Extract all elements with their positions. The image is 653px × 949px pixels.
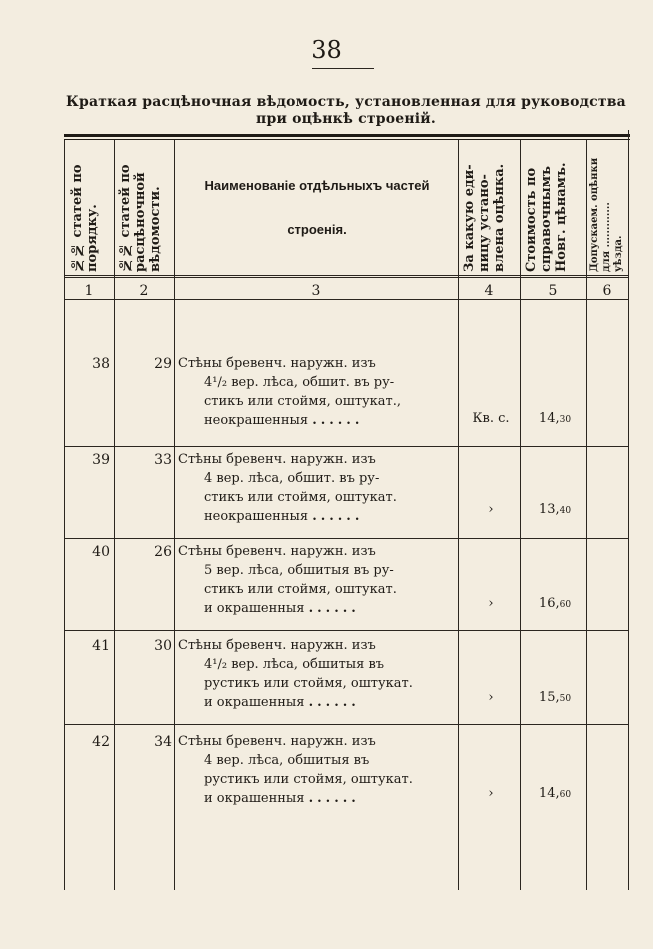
unit-cell: Кв. с. bbox=[472, 411, 510, 426]
row-description-line: 5 вер. лѣса, обшитыя въ ру- bbox=[204, 563, 394, 578]
row-description-line: и окрашенныя bbox=[204, 695, 305, 710]
row-reference: 30 bbox=[154, 638, 172, 654]
row-reference: 29 bbox=[154, 356, 172, 372]
price-fraction: 40 bbox=[559, 506, 572, 516]
col-header-1: №№ статей по порядку. bbox=[70, 164, 100, 272]
column-divider-3 bbox=[458, 140, 459, 890]
table-top-rule bbox=[64, 134, 630, 137]
row-description-line: стикъ или стоймя, оштукат. bbox=[204, 582, 397, 597]
row-description-line: Стѣны бревенч. наружн. изъ bbox=[178, 734, 376, 749]
row-number: 39 bbox=[92, 452, 110, 468]
row-description-line: 4 вер. лѣса, обшит. въ ру- bbox=[204, 471, 380, 486]
page-number: 38 bbox=[311, 36, 342, 64]
leader-dots: ...... bbox=[308, 601, 360, 616]
column-divider-1 bbox=[114, 140, 115, 890]
unit-cell: › bbox=[488, 690, 494, 705]
leader-dots: ...... bbox=[312, 413, 364, 428]
table-right-border bbox=[628, 130, 629, 890]
row-description-line: неокрашенныя bbox=[204, 413, 309, 428]
title-line-2: при оцѣнкѣ строеній. bbox=[256, 111, 436, 127]
row-description-line: 4¹/₂ вер. лѣса, обшит. въ ру- bbox=[204, 375, 395, 390]
row-description bbox=[178, 354, 458, 430]
unit-cell: › bbox=[488, 596, 494, 611]
price-main: 14, bbox=[538, 786, 560, 801]
price-cell bbox=[524, 596, 586, 611]
row-description-line: Стѣны бревенч. наружн. изъ bbox=[178, 452, 376, 467]
price-cell bbox=[524, 690, 586, 705]
row-description-line: Стѣны бревенч. наружн. изъ bbox=[178, 544, 376, 559]
row-reference: 33 bbox=[154, 452, 172, 468]
col-header-3-line1: Наименованіе отдѣльныхъ частей bbox=[204, 178, 430, 193]
row-description-line: рустикъ или стоймя, оштукат. bbox=[204, 676, 413, 691]
leader-dots: ...... bbox=[308, 695, 360, 710]
table-left-border bbox=[64, 140, 65, 890]
title-line-1: Краткая расцѣночная вѣдомость, установленная для руководства bbox=[66, 94, 626, 110]
unit-cell: › bbox=[488, 502, 494, 517]
price-fraction: 30 bbox=[559, 415, 572, 425]
row-description-line: 4 вер. лѣса, обшитыя въ bbox=[204, 753, 370, 768]
row-number: 41 bbox=[92, 638, 110, 654]
row-number: 42 bbox=[92, 734, 110, 750]
row-description bbox=[178, 732, 458, 808]
row-number: 38 bbox=[92, 356, 110, 372]
col-header-3-line2: строенія. bbox=[287, 222, 347, 237]
col-header-5: Стоимость по справочнымъ Новг. цѣнамъ. bbox=[524, 162, 569, 272]
price-main: 13, bbox=[538, 502, 560, 517]
leader-dots: ...... bbox=[312, 509, 364, 524]
document-title bbox=[56, 94, 636, 128]
price-fraction: 50 bbox=[559, 694, 572, 704]
row-description-line: Стѣны бревенч. наружн. изъ bbox=[178, 638, 376, 653]
row-reference: 26 bbox=[154, 544, 172, 560]
row-description-line: стикъ или стоймя, оштукат., bbox=[204, 394, 402, 409]
leader-dots: ...... bbox=[308, 791, 360, 806]
row-separator bbox=[64, 630, 628, 631]
price-cell bbox=[524, 411, 586, 426]
column-divider-2 bbox=[174, 140, 175, 890]
row-number: 40 bbox=[92, 544, 110, 560]
row-description-line: Стѣны бревенч. наружн. изъ bbox=[178, 356, 376, 371]
price-main: 16, bbox=[538, 596, 560, 611]
column-number-4: 4 bbox=[484, 283, 494, 299]
table-top-rule-thin bbox=[64, 139, 630, 140]
row-separator bbox=[64, 538, 628, 539]
price-main: 15, bbox=[538, 690, 560, 705]
row-description-line: 4¹/₂ вер. лѣса, обшитыя въ bbox=[204, 657, 385, 672]
row-description-line: и окрашенныя bbox=[204, 601, 305, 616]
column-number-2: 2 bbox=[139, 283, 149, 299]
price-cell bbox=[524, 502, 586, 517]
price-fraction: 60 bbox=[559, 600, 572, 610]
row-description bbox=[178, 542, 458, 618]
column-number-5: 5 bbox=[548, 283, 558, 299]
page-number-rule bbox=[312, 68, 374, 69]
column-divider-5 bbox=[586, 140, 587, 890]
column-number-6: 6 bbox=[602, 283, 612, 299]
row-description-line: и окрашенныя bbox=[204, 791, 305, 806]
row-reference: 34 bbox=[154, 734, 172, 750]
column-number-3: 3 bbox=[311, 283, 321, 299]
col-header-4: За какую еди- ницу устано- влена оцѣнка. bbox=[462, 163, 507, 272]
row-description-line: стикъ или стоймя, оштукат. bbox=[204, 490, 397, 505]
col-header-2: №№ статей по расцѣночной вѣдомости. bbox=[118, 164, 163, 272]
row-description bbox=[178, 636, 458, 712]
row-description-line: рустикъ или стоймя, оштукат. bbox=[204, 772, 413, 787]
price-fraction: 60 bbox=[559, 790, 572, 800]
row-separator bbox=[64, 446, 628, 447]
price-cell bbox=[524, 786, 586, 801]
header-separator bbox=[64, 275, 628, 278]
col-header-6: Допускаем. оцѣнки для ............. уѣзда. bbox=[589, 157, 624, 272]
row-description-line: неокрашенныя bbox=[204, 509, 309, 524]
price-main: 14, bbox=[538, 411, 560, 426]
row-separator bbox=[64, 724, 628, 725]
column-number-1: 1 bbox=[84, 283, 94, 299]
column-number-separator bbox=[64, 299, 628, 300]
column-divider-4 bbox=[520, 140, 521, 890]
unit-cell: › bbox=[488, 786, 494, 801]
row-description bbox=[178, 450, 458, 526]
